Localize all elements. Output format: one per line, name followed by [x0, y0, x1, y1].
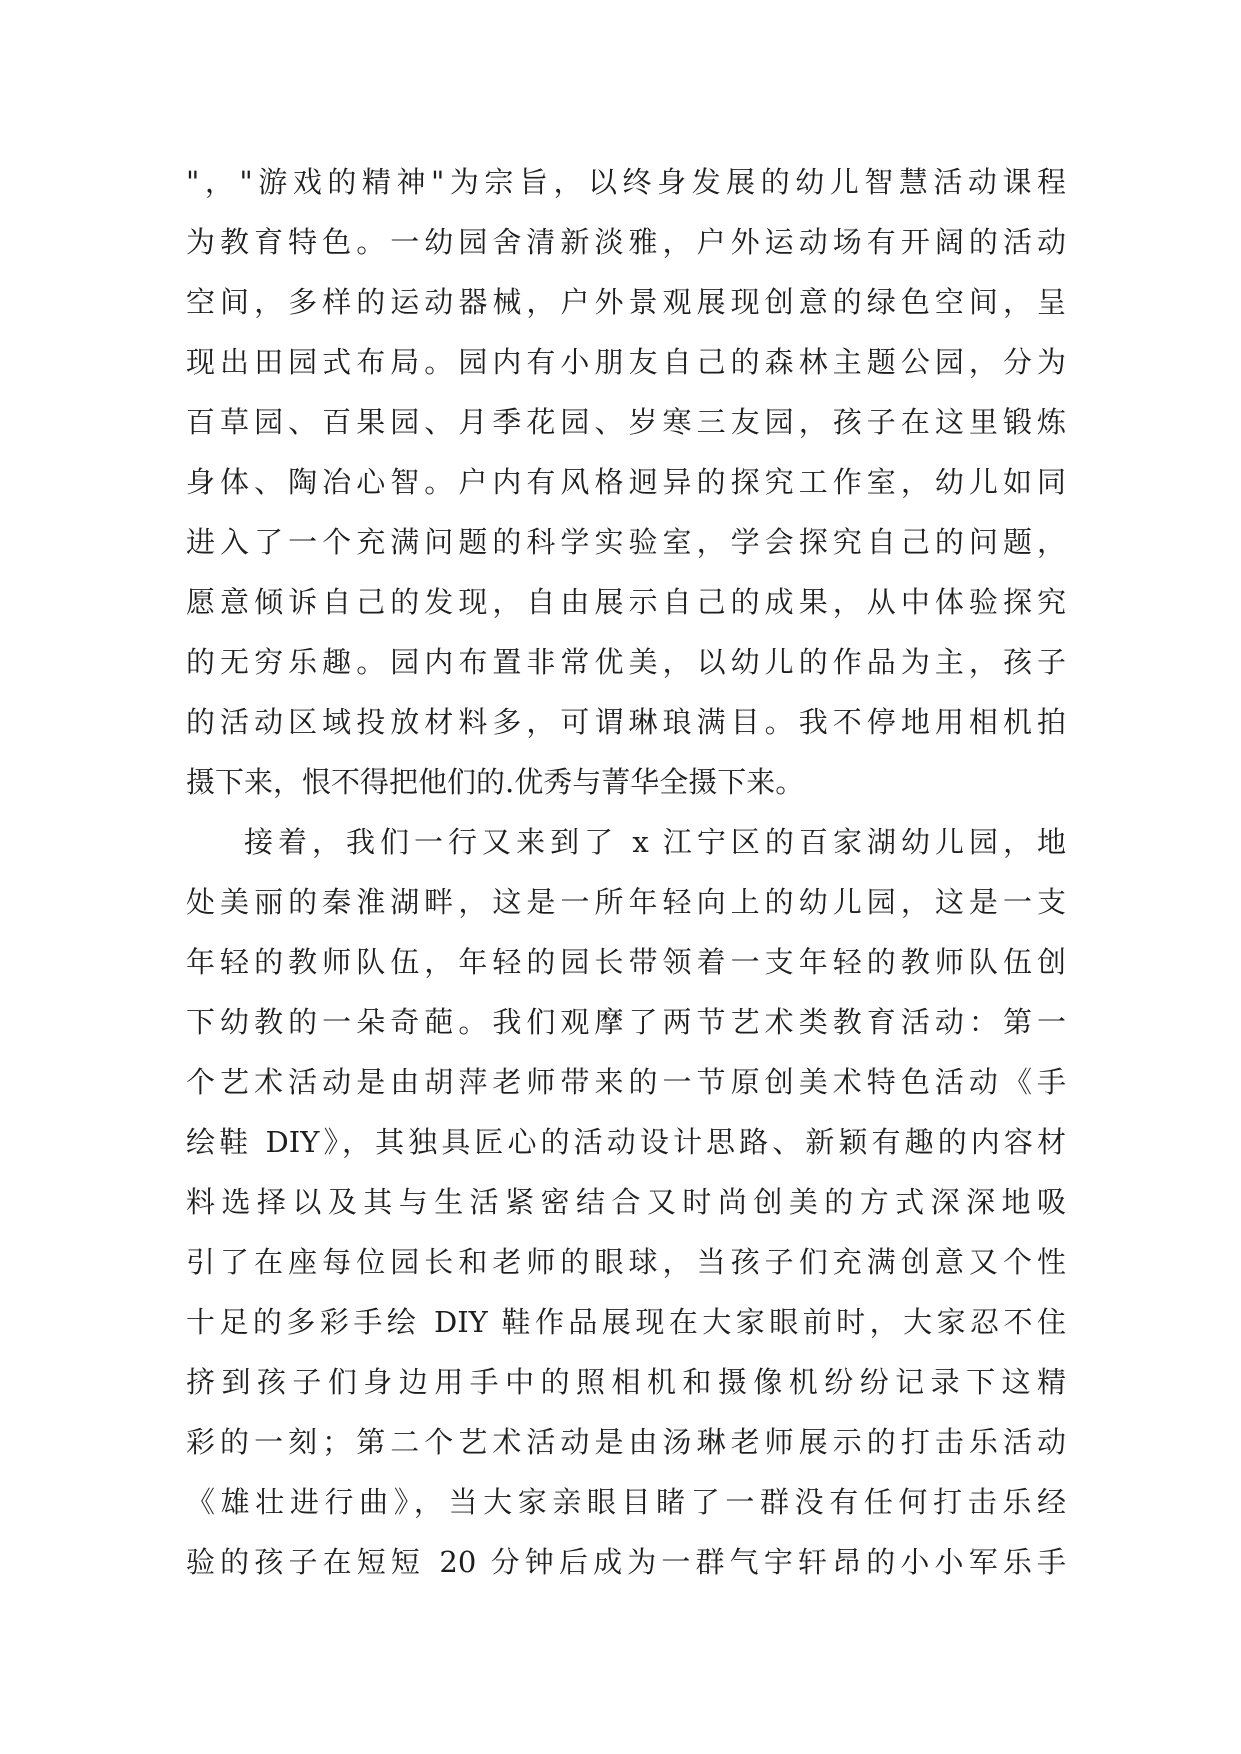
text-line: 引了在座每位园长和老师的眼球，当孩子们充满创意又个性	[186, 1245, 1066, 1279]
text-line: 身体、陶冶心智。户内有风格迥异的探究工作室，幼儿如同	[186, 465, 1066, 499]
text-line: 彩的一刻；第二个艺术活动是由汤琳老师展示的打击乐活动	[186, 1425, 1066, 1459]
text-line: 验的孩子在短短 20 分钟后成为一群气宇轩昂的小小军乐手	[186, 1545, 1066, 1579]
document-body	[186, 152, 1066, 1592]
text-line: 摄下来，恨不得把他们的.优秀与菁华全摄下来。	[186, 765, 805, 799]
paragraph-1	[186, 152, 1066, 812]
text-line: 年轻的教师队伍，年轻的园长带领着一支年轻的教师队伍创	[186, 945, 1066, 979]
text-line: 处美丽的秦淮湖畔，这是一所年轻向上的幼儿园，这是一支	[186, 885, 1066, 919]
text-line: 接着，我们一行又来到了 x 江宁区的百家湖幼儿园，地	[244, 825, 1066, 859]
text-line: "，"游戏的精神"为宗旨，以终身发展的幼儿智慧活动课程	[186, 165, 1066, 199]
text-line: 的活动区域投放材料多，可谓琳琅满目。我不停地用相机拍	[186, 705, 1066, 739]
text-line: 现出田园式布局。园内有小朋友自己的森林主题公园，分为	[186, 345, 1066, 379]
text-line: 空间，多样的运动器械，户外景观展现创意的绿色空间，呈	[186, 285, 1066, 319]
text-line: 为教育特色。一幼园舍清新淡雅，户外运动场有开阔的活动	[186, 225, 1066, 259]
text-line: 十足的多彩手绘 DIY 鞋作品展现在大家眼前时，大家忍不住	[186, 1305, 1066, 1339]
text-line: 挤到孩子们身边用手中的照相机和摄像机纷纷记录下这精	[186, 1365, 1066, 1399]
text-line: 《雄壮进行曲》，当大家亲眼目睹了一群没有任何打击乐经	[186, 1485, 1066, 1519]
text-line: 料选择以及其与生活紧密结合又时尚创美的方式深深地吸	[186, 1185, 1066, 1219]
text-line: 百草园、百果园、月季花园、岁寒三友园，孩子在这里锻炼	[186, 405, 1066, 439]
paragraph-2	[186, 812, 1066, 1592]
text-line: 愿意倾诉自己的发现，自由展示自己的成果，从中体验探究	[186, 585, 1066, 619]
text-line: 绘鞋 DIY》，其独具匠心的活动设计思路、新颖有趣的内容材	[186, 1125, 1066, 1159]
text-line: 下幼教的一朵奇葩。我们观摩了两节艺术类教育活动：第一	[186, 1005, 1066, 1039]
text-line: 进入了一个充满问题的科学实验室，学会探究自己的问题，	[186, 525, 1066, 559]
text-line: 个艺术活动是由胡萍老师带来的一节原创美术特色活动《手	[186, 1065, 1066, 1099]
text-line: 的无穷乐趣。园内布置非常优美，以幼儿的作品为主，孩子	[186, 645, 1066, 679]
